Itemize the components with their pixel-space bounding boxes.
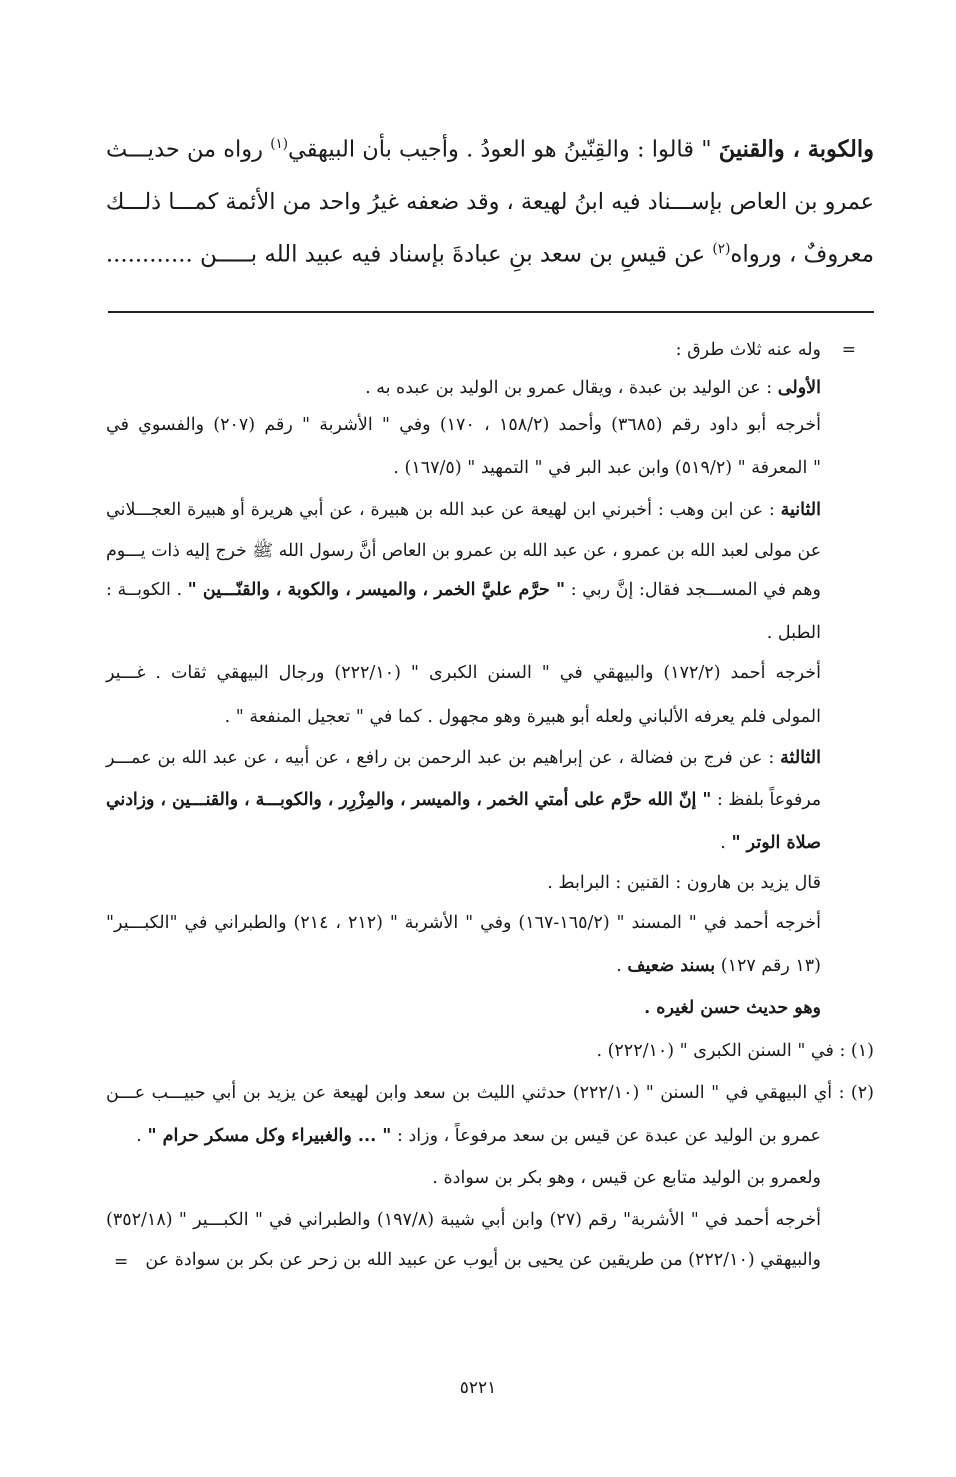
route-label: الأولى — [777, 378, 821, 398]
page-number: ٥٢٢١ — [459, 1378, 497, 1398]
footnote-2-line-3 — [432, 1168, 821, 1188]
hadith-text: صلاة الوتر " — [731, 833, 821, 853]
hadith-text: " ... والغبيراء وكل مسكر حرام " — [147, 1126, 392, 1146]
text: والبيهقي (٢٢٢/١٠) من طريقين عن يحيى بن أيوب عن عبيد الله بن زحر عن بكر بن سوادة عن — [145, 1250, 821, 1270]
text: (١٣ رقم ١٢٧) — [720, 956, 821, 976]
footnote-ref-1: (١) — [270, 136, 288, 152]
footnote-number: (١) : — [839, 1041, 874, 1061]
main-text: عمرو بن العاص بإســـناد فيه ابنُ لهيعة ، وقد ضعفه غيرُ واحد من الأئمة كمـــا ذلـــك — [105, 189, 874, 215]
footnote-1 — [596, 1041, 874, 1061]
text: وهم في المســـجد فقال: إنَّ ربي : — [570, 580, 821, 600]
route-second-3 — [106, 580, 821, 600]
main-text: معروفٌ ، ورواه — [730, 241, 874, 268]
route-third-source-2 — [616, 956, 821, 976]
route-second-1 — [106, 500, 821, 520]
text: . — [616, 956, 622, 976]
route-first — [365, 378, 821, 398]
main-text: عن قيسِ بن سعد بنِ عبادةَ بإسناد فيه عبيد الله بـــــن ............ — [105, 241, 706, 268]
footnote-separator — [108, 311, 874, 313]
text: أخرجه أحمد في " المسند " (١٦٥/٢-١٦٧) وفي " الأشربة " (٢١٢ ، ٢١٤) والطبراني في "الكبـــير" — [106, 913, 821, 933]
main-text-line-3 — [106, 241, 874, 268]
route-second-source-2 — [225, 707, 821, 727]
route-label: الثالثة — [780, 748, 821, 768]
main-text-line-1 — [106, 136, 874, 162]
text: قال يزيد بن هارون : القنين : البرابط . — [547, 873, 821, 893]
bold-phrase: والكوبة ، والقنينَ — [718, 136, 874, 163]
yazid-note — [547, 873, 821, 893]
text: وله عنه ثلاث طرق : — [675, 340, 821, 360]
route-third-2 — [106, 790, 821, 810]
route-first-source-1 — [106, 415, 821, 435]
text: " المعرفة " (٥١٩/٢) وابن عبد البر في " التمهيد " (١٦٧/٥) . — [393, 458, 821, 478]
text: : عن ابن وهب : أخبرني ابن لهيعة عن عبد الله بن هبيرة ، عن أبي هريرة أو هبيرة العجـــلاني — [106, 500, 775, 520]
route-third-3 — [720, 833, 821, 853]
text: الطبل . — [766, 623, 821, 643]
text: : عن فرج بن فضالة ، عن إبراهيم بن عبد الرحمن بن رافع ، عن أبيه ، عن عبد الله بن عمـــر — [106, 748, 775, 768]
grading: بسند ضعيف — [627, 956, 716, 976]
text: عن مولى لعبد الله بن عمرو ، عن عبد الله بن عمرو بن العاص أنَّ رسول الله ﷺ خرج إليه ذات يـــوم — [106, 541, 821, 561]
route-second-4 — [767, 623, 821, 643]
verdict — [644, 998, 821, 1018]
footnote-2-line-5 — [145, 1250, 821, 1270]
footnote-2-line-2 — [136, 1126, 821, 1146]
text: أخرجه أبو داود رقم (٣٦٨٥) وأحمد (١٥٨/٢ ، ١٧٠) وفي " الأشربة " رقم (٢٠٧) والفسوي في — [106, 415, 821, 435]
text: أي البيهقي في " السنن " (٢٢٢/١٠) حدثني الليث بن سعد وابن لهيعة عن يزيد بن أبي حبيـــب عـــن — [106, 1083, 833, 1103]
text: ولعمرو بن الوليد متابع عن قيس ، وهو بكر بن سوادة . — [432, 1168, 821, 1188]
continuation-mark-end: = — [114, 1252, 129, 1272]
continuation-mark: = — [841, 340, 856, 360]
main-text: " قالوا : والقِنّينُ هو العودُ . وأجيب بأن البيهقي — [287, 136, 712, 163]
text: المولى فلم يعرفه الألباني ولعله أبو هبيرة وهو مجهول . كما في " تعجيل المنفعة " . — [224, 707, 821, 727]
footnote-2-line-1 — [106, 1083, 874, 1103]
route-first-source-2 — [393, 458, 821, 478]
footnote-intro — [676, 340, 821, 360]
footnote-ref-2: (٢) — [712, 241, 731, 257]
text: . الكوبــة : — [106, 580, 183, 600]
footnote-number: (٢) : — [838, 1083, 874, 1103]
text: مرفوعاً بلفظ : — [716, 790, 821, 810]
text: . — [136, 1126, 142, 1146]
text: عمرو بن الوليد عن عبدة عن قيس بن سعد مرفوعاً ، وزاد : — [397, 1126, 821, 1146]
text: أخرجه أحمد (١٧٢/٢) والبيهقي في " السنن الكبرى " (٢٢٢/١٠) ورجال البيهقي ثقات . غـــير — [106, 663, 821, 683]
route-second-2 — [106, 540, 821, 565]
main-text: رواه من حديـــث — [106, 136, 263, 163]
main-text-line-2 — [106, 189, 874, 215]
text: أخرجه أحمد في " الأشربة" رقم (٢٧) وابن أبي شيبة (١٩٧/٨) والطبراني في " الكبـــير " (٣٥٢/١٨) — [106, 1210, 822, 1230]
text: : عن الوليد بن عبدة ، ويقال عمرو بن الوليد بن عبده به . — [365, 378, 773, 398]
text: في " السنن الكبرى " (٢٢٢/١٠) . — [596, 1041, 834, 1061]
text: . — [720, 833, 726, 853]
hadith-text: " إنّ الله حرَّم على أمتي الخمر ، والميسر ، والمِزْرِر ، والكوبـــة ، والقنـــين ، وزادني — [106, 790, 712, 810]
footnote-2-line-4 — [106, 1210, 821, 1230]
route-label: الثانية — [780, 500, 821, 520]
verdict-text: وهو حديث حسن لغيره . — [644, 998, 821, 1018]
route-third-1 — [106, 748, 821, 768]
hadith-text: " حرَّم عليَّ الخمر ، والميسر ، والكوبة ، والقنّـــين " — [187, 580, 566, 600]
route-second-source-1 — [106, 663, 821, 683]
route-third-source-1 — [106, 913, 821, 933]
